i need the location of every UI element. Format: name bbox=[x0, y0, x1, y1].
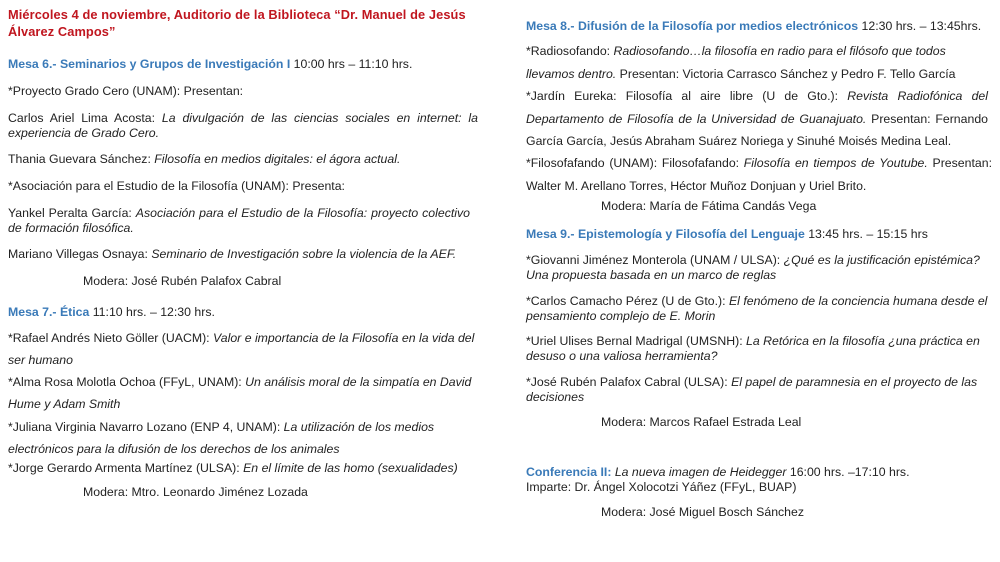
mesa7-title: Mesa 7.- Ética bbox=[8, 305, 90, 319]
mesa8-heading bbox=[526, 19, 981, 33]
mesa8-time: 12:30 hrs. – 13:45hrs. bbox=[858, 19, 982, 33]
mesa9-item-0: *Giovanni Jiménez Monterola (UNAM / ULSA): ¿Qué es la justificación epistémica? Una propuesta basada en un marco de reglas bbox=[526, 253, 980, 282]
mesa9-heading bbox=[526, 227, 928, 241]
mesa6-item-5: Mariano Villegas Osnaya: Seminario de Investigación sobre la violencia de la AEF. bbox=[8, 247, 457, 261]
mesa7-heading bbox=[8, 305, 215, 319]
mesa6-title: Mesa 6.- Seminarios y Grupos de Investigación I bbox=[8, 57, 291, 71]
mesa9-item-3: *José Rubén Palafox Cabral (ULSA): El papel de paramnesia en el proyecto de las decisiones bbox=[526, 375, 978, 404]
conferencia-title: Conferencia II: bbox=[526, 465, 612, 479]
mesa8-item-2: *Filosofafando (UNAM): Filosofafando: Filosofía en tiempos de Youtube. Presentan: Walter M. Arellano Torres, Héctor Muñoz Donjuan y Uriel Brito. bbox=[526, 156, 992, 193]
mesa6-item-1: Carlos Ariel Lima Acosta: La divulgación de las ciencias sociales en internet: la experiencia de Grado Cero. bbox=[8, 111, 479, 140]
mesa6-time: 10:00 hrs – 11:10 hrs. bbox=[290, 57, 413, 71]
mesa9-item-2: *Uriel Ulises Bernal Madrigal (UMSNH): La Retórica en la filosofía ¿una práctica en desuso o una valiosa herramienta? bbox=[526, 334, 980, 363]
conferencia-speaker: Imparte: Dr. Ángel Xolocotzi Yáñez (FFyL, BUAP) bbox=[526, 480, 797, 494]
mesa6-item-3: *Asociación para el Estudio de la Filosofía (UNAM): Presenta: bbox=[8, 179, 345, 193]
mesa7-item-2: *Juliana Virginia Navarro Lozano (ENP 4, UNAM): La utilización de los medios electrónicos para la difusión de los derechos de los animales bbox=[8, 420, 435, 456]
conferencia-talk-title: La nueva imagen de Heidegger bbox=[611, 465, 787, 479]
mesa7-item-1: *Alma Rosa Molotla Ochoa (FFyL, UNAM): Un análisis moral de la simpatía en David Hume y Adam Smith bbox=[8, 375, 472, 411]
mesa9-title: Mesa 9.- Epistemología y Filosofía del Lenguaje bbox=[526, 227, 805, 241]
mesa6-item-4: Yankel Peralta García: Asociación para el Estudio de la Filosofía: proyecto colectivo de formación filosófica. bbox=[8, 206, 470, 235]
mesa9-item-1: *Carlos Camacho Pérez (U de Gto.): El fenómeno de la conciencia humana desde el pensamiento complejo de E. Morin bbox=[526, 294, 988, 323]
mesa8-item-1: *Jardín Eureka: Filosofía al aire libre (U de Gto.): Revista Radiofónica del Departamento de Filosofía de la Universidad de Guanajuato. Presentan: Fernando García García, Jesús Abraham Suárez Noriega y Sinuhé Moisés Medina Leal. bbox=[526, 89, 988, 148]
mesa6-item-0: *Proyecto Grado Cero (UNAM): Presentan: bbox=[8, 84, 244, 98]
day-title bbox=[8, 6, 478, 40]
mesa8-item-0: *Radiosofando: Radiosofando…la filosofía en radio para el filósofo que todos llevamos dentro. Presentan: Victoria Carrasco Sánchez y Pedro F. Tello García bbox=[526, 44, 956, 81]
day-title-line1: Miércoles 4 de noviembre, Auditorio de la Biblioteca “Dr. Manuel de Jesús bbox=[8, 7, 466, 22]
mesa6-heading bbox=[8, 57, 412, 71]
mesa8-title: Mesa 8.- Difusión de la Filosofía por medios electrónicos bbox=[526, 19, 859, 33]
mesa7-time: 11:10 hrs. – 12:30 hrs. bbox=[89, 305, 215, 319]
mesa7-item-3: *Jorge Gerardo Armenta Martínez (ULSA): En el límite de las homo (sexualidades) bbox=[8, 461, 458, 475]
mesa9-moderator: Modera: Marcos Rafael Estrada Leal bbox=[601, 415, 802, 429]
conferencia-heading bbox=[526, 465, 910, 479]
conferencia-moderator: Modera: José Miguel Bosch Sánchez bbox=[601, 505, 805, 519]
mesa8-moderator: Modera: María de Fátima Candás Vega bbox=[601, 199, 817, 213]
conferencia-time: 16:00 hrs. –17:10 hrs. bbox=[786, 465, 910, 479]
mesa7-moderator: Modera: Mtro. Leonardo Jiménez Lozada bbox=[83, 485, 308, 499]
mesa6-item-2: Thania Guevara Sánchez: Filosofía en medios digitales: el ágora actual. bbox=[8, 152, 401, 166]
mesa9-time: 13:45 hrs. – 15:15 hrs bbox=[804, 227, 928, 241]
day-title-line2: Álvarez Campos” bbox=[8, 24, 116, 39]
mesa7-item-0: *Rafael Andrés Nieto Göller (UACM): Valor e importancia de la Filosofía en la vida del ser humano bbox=[8, 331, 475, 367]
mesa6-moderator: Modera: José Rubén Palafox Cabral bbox=[83, 274, 282, 288]
